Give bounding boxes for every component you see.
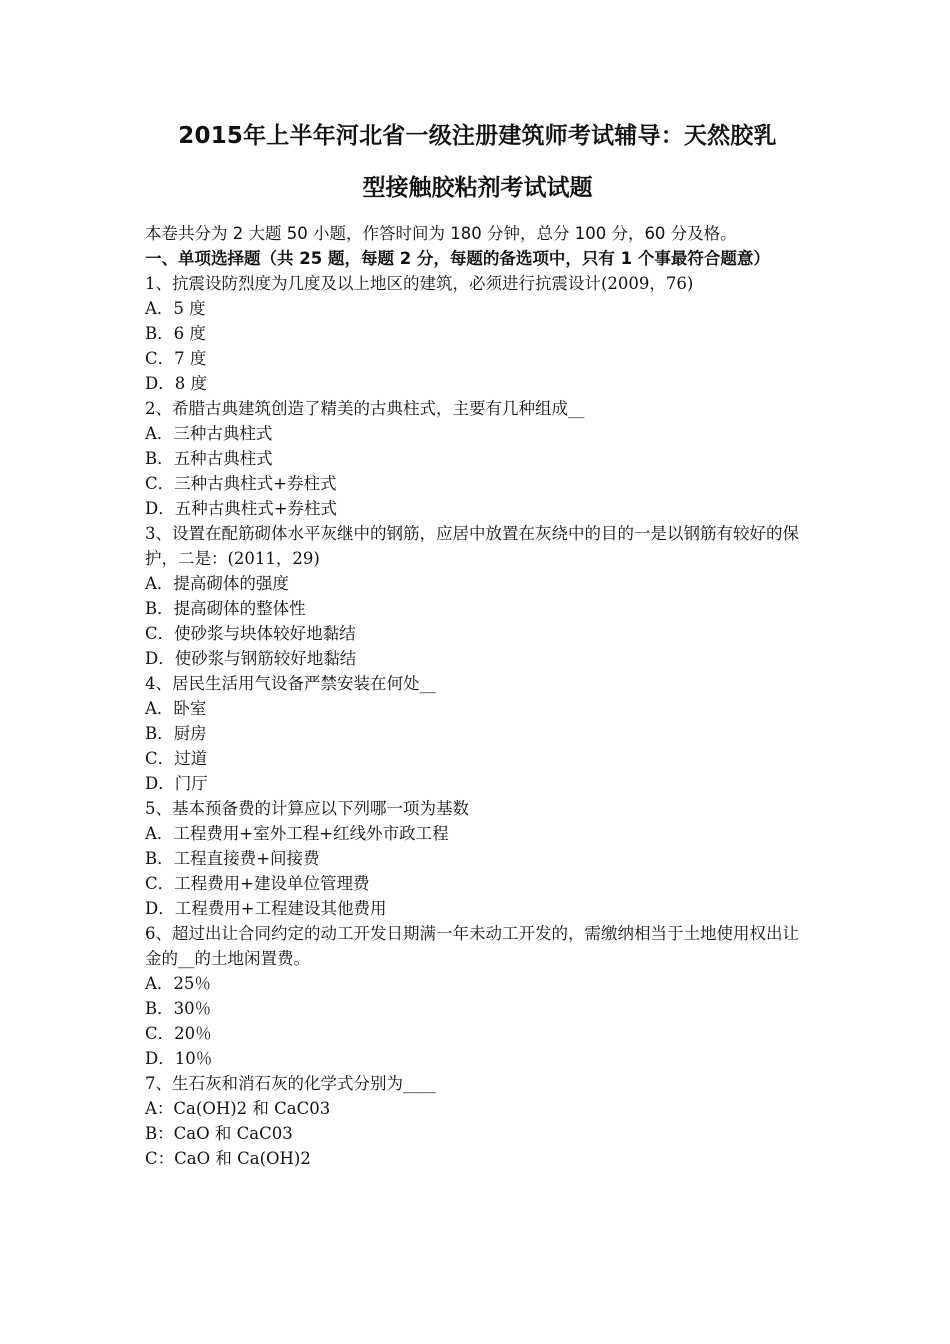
title-line-1: 2015年上半年河北省一级注册建筑师考试辅导：天然胶乳	[178, 123, 777, 149]
option-d: D．门厅	[145, 774, 208, 793]
option-b: B．五种古典柱式	[145, 449, 273, 468]
question-text: 4、居民生活用气设备严禁安装在何处__	[145, 674, 436, 693]
question-text: 2、希腊古典建筑创造了精美的古典柱式，主要有几种组成__	[145, 399, 585, 418]
document-title	[145, 112, 810, 210]
option-a: A：Ca(OH)2 和 CaC03	[145, 1099, 331, 1118]
question-3	[145, 521, 810, 671]
question-text: 1、抗震设防烈度为几度及以上地区的建筑，必须进行抗震设计(2009，76)	[145, 274, 694, 293]
option-b: B．厨房	[145, 724, 207, 743]
option-c: C．工程费用+建设单位管理费	[145, 874, 370, 893]
question-7	[145, 1071, 810, 1171]
question-5	[145, 796, 810, 921]
option-d: D．五种古典柱式+券柱式	[145, 499, 338, 518]
option-a: A．25％	[145, 974, 211, 993]
option-a: A．5 度	[145, 299, 206, 318]
question-text: 7、生石灰和消石灰的化学式分别为____	[145, 1074, 436, 1093]
option-b: B．工程直接费+间接费	[145, 849, 320, 868]
title-line-2: 型接触胶粘剂考试试题	[362, 175, 593, 201]
question-text: 6、超过出让合同约定的动工开发日期满一年未动工开发的，需缴纳相当于土地使用权出让金的__的土地闲置费。	[145, 924, 799, 968]
option-d: D．8 度	[145, 374, 207, 393]
option-d: D．10％	[145, 1049, 213, 1068]
option-a: A．三种古典柱式	[145, 424, 273, 443]
option-b: B．6 度	[145, 324, 206, 343]
option-c: C．三种古典柱式+券柱式	[145, 474, 337, 493]
question-6	[145, 921, 810, 1071]
question-text: 5、基本预备费的计算应以下列哪一项为基数	[145, 799, 469, 818]
question-4	[145, 671, 810, 796]
option-d: D．使砂浆与钢筋较好地黏结	[145, 649, 357, 668]
option-c: C．20％	[145, 1024, 212, 1043]
option-a: A．卧室	[145, 699, 207, 718]
question-2	[145, 396, 810, 521]
question-list	[145, 271, 810, 1171]
question-1	[145, 271, 810, 396]
option-c: C．过道	[145, 749, 208, 768]
option-c: C．使砂浆与块体较好地黏结	[145, 624, 356, 643]
option-a: A．提高砌体的强度	[145, 574, 289, 593]
exam-page	[145, 112, 810, 1171]
option-d: D．工程费用+工程建设其他费用	[145, 899, 387, 918]
option-b: B：CaO 和 CaC03	[145, 1124, 293, 1143]
question-text: 3、设置在配筋砌体水平灰继中的钢筋，应居中放置在灰绕中的目的一是以钢筋有较好的保护，二是：(2011，29)	[145, 524, 799, 568]
section-heading-single-choice: 一、单项选择题（共 25 题，每题 2 分，每题的备选项中，只有 1 个事最符合题意）	[145, 249, 770, 268]
option-a: A．工程费用+室外工程+红线外市政工程	[145, 824, 449, 843]
option-b: B．提高砌体的整体性	[145, 599, 306, 618]
exam-intro: 本卷共分为 2 大题 50 小题，作答时间为 180 分钟，总分 100 分，60 分及格。	[145, 224, 737, 243]
option-b: B．30％	[145, 999, 212, 1018]
option-c: C．7 度	[145, 349, 207, 368]
option-c: C：CaO 和 Ca(OH)2	[145, 1149, 311, 1168]
